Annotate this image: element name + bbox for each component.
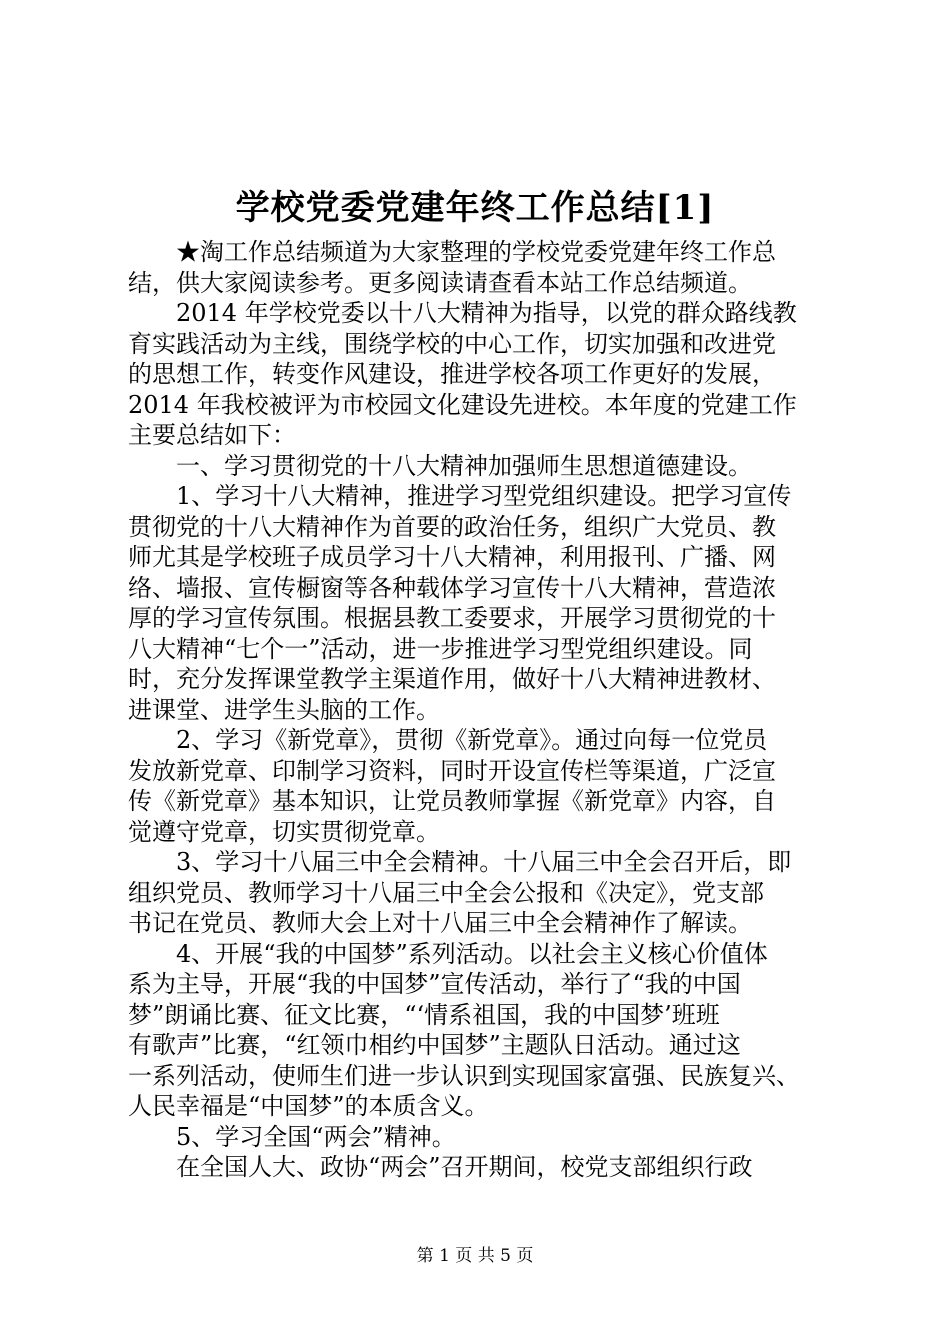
body-line: 梦”朗诵比赛、征文比赛，“‘情系祖国，我的中国梦’班班 (128, 1000, 720, 1029)
body-line: 师尤其是学校班子成员学习十八大精神，利用报刊、广播、网 (128, 543, 776, 571)
body-line: 4、开展“我的中国梦”系列活动。以社会主义核心价值体 (128, 939, 768, 968)
document-body (128, 237, 828, 1183)
body-line: 有歌声”比赛，“红领巾相约中国梦”主题队日活动。通过这 (128, 1031, 741, 1059)
body-line: 厚的学习宣传氛围。根据县教工委要求，开展学习贯彻党的十 (128, 604, 776, 632)
body-line: 八大精神“七个一”活动，进一步推进学习型党组织建设。同 (128, 634, 753, 663)
body-line: 结，供大家阅读参考。更多阅读请查看本站工作总结频道。 (128, 268, 752, 297)
body-line: ★淘工作总结频道为大家整理的学校党委党建年终工作总 (128, 238, 776, 266)
body-line: 3、学习十八届三中全会精神。十八届三中全会召开后，即 (128, 848, 792, 876)
body-line: 组织党员、教师学习十八届三中全会公报和《决定》，党支部 (128, 878, 764, 907)
body-line: 传《新党章》基本知识，让党员教师掌握《新党章》内容，自 (128, 787, 776, 815)
body-line: 2、学习《新党章》，贯彻《新党章》。通过向每一位党员 (128, 726, 768, 754)
body-line: 人民幸福是“中国梦”的本质含义。 (128, 1092, 489, 1120)
body-line: 时，充分发挥课堂教学主渠道作用，做好十八大精神进教材、 (128, 665, 776, 693)
body-line: 系为主导，开展“我的中国梦”宣传活动，举行了“我的中国 (128, 970, 741, 998)
body-line: 进课堂、进学生头脑的工作。 (128, 695, 440, 724)
body-line: 发放新党章、印制学习资料，同时开设宣传栏等渠道，广泛宣 (128, 756, 776, 785)
document-title: 学校党委党建年终工作总结[1] (235, 188, 715, 228)
section-heading: 一、学习贯彻党的十八大精神加强师生思想道德建设。 (128, 451, 752, 480)
body-line: 2014 年学校党委以十八大精神为指导，以党的群众路线教 (128, 299, 797, 327)
body-line: 育实践活动为主线，围绕学校的中心工作，切实加强和改进党 (128, 329, 776, 358)
body-line: 5、学习全国“两会”精神。 (128, 1122, 456, 1151)
body-line: 觉遵守党章，切实贯彻党章。 (128, 817, 440, 846)
body-line: 1、学习十八大精神，推进学习型党组织建设。把学习宣传 (128, 482, 792, 510)
body-line: 络、墙报、宣传橱窗等各种载体学习宣传十八大精神，营造浓 (128, 573, 776, 602)
body-line: 主要总结如下： (128, 421, 296, 449)
body-line: 在全国人大、政协“两会”召开期间，校党支部组织行政 (128, 1153, 753, 1181)
body-line: 贯彻党的十八大精神作为首要的政治任务，组织广大党员、教 (128, 512, 776, 541)
body-line: 2014 年我校被评为市校园文化建设先进校。本年度的党建工作 (128, 390, 797, 419)
page-footer: 第 1 页 共 5 页 (416, 1246, 534, 1266)
body-line: 一系列活动，使师生们进一步认识到实现国家富强、民族复兴、 (128, 1061, 800, 1090)
body-line: 的思想工作，转变作风建设，推进学校各项工作更好的发展， (128, 360, 776, 388)
body-line: 书记在党员、教师大会上对十八届三中全会精神作了解读。 (128, 909, 752, 937)
